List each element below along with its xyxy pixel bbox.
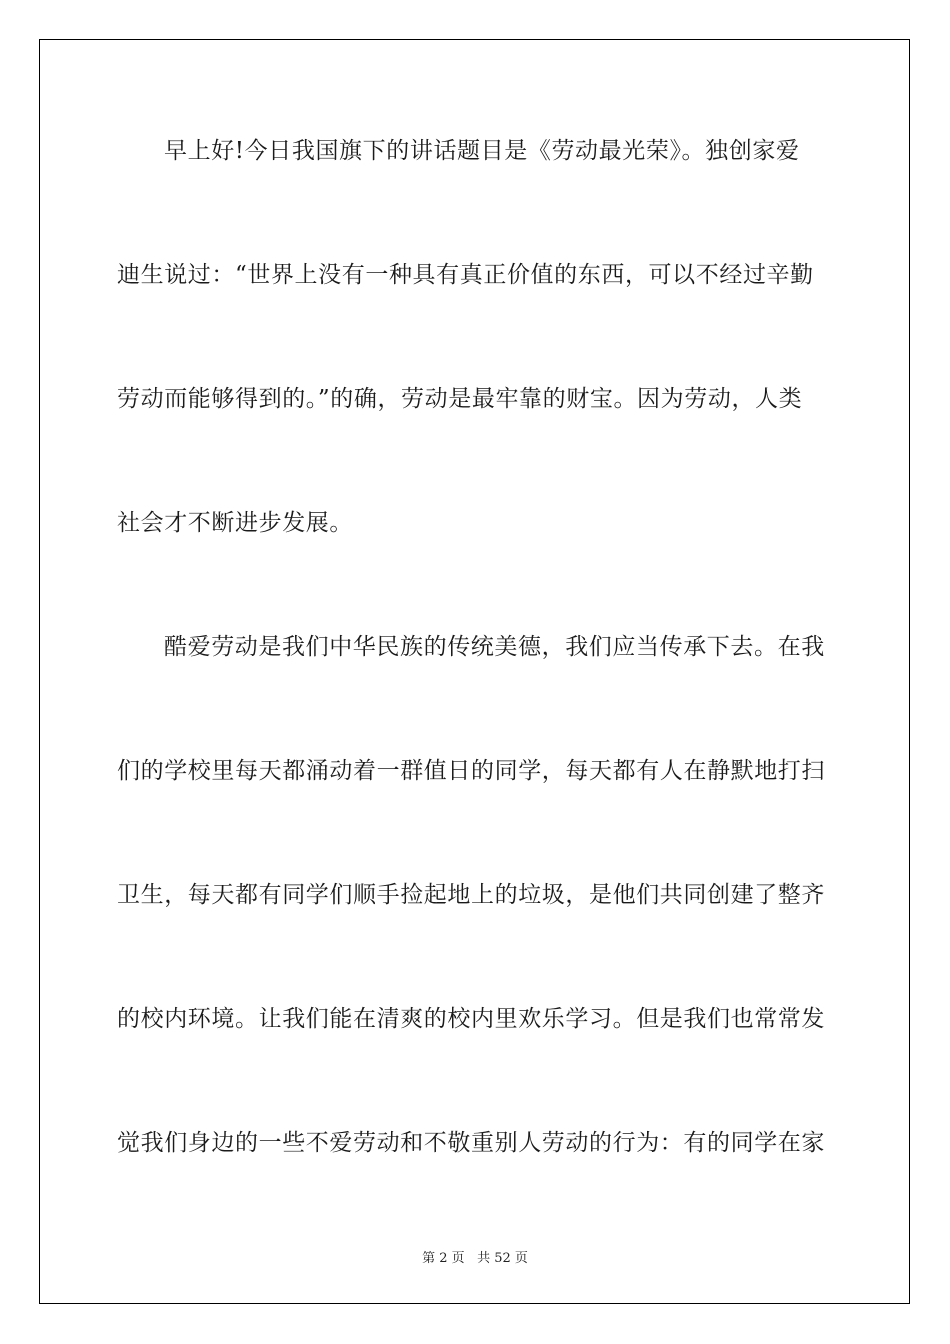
text-line: 觉我们身边的一些不爱劳动和不敬重别人劳动的行为：有的同学在家 <box>117 1130 825 1156</box>
page-total: 共 52 页 <box>477 1251 528 1266</box>
text-line: 们的学校里每天都涌动着一群值日的同学，每天都有人在静默地打扫 <box>117 758 825 784</box>
text-line: 迪生说过：“世界上没有一种具有真正价值的东西，可以不经过辛勤 <box>117 262 814 288</box>
text-line: 卫生，每天都有同学们顺手捡起地上的垃圾，是他们共同创建了整齐 <box>117 882 825 908</box>
text-line: 酷爱劳动是我们中华民族的传统美德，我们应当传承下去。在我 <box>164 634 825 660</box>
page-border <box>39 39 910 1304</box>
text-line: 劳动而能够得到的。”的确，劳动是最牢靠的财宝。因为劳动，人类 <box>117 386 803 412</box>
text-line: 的校内环境。让我们能在清爽的校内里欢乐学习。但是我们也常常发 <box>117 1006 825 1032</box>
text-line: 早上好!今日我国旗下的讲话题目是《劳动最光荣》。独创家爱 <box>164 138 800 164</box>
page-number: 第 2 页 <box>422 1251 465 1266</box>
text-line: 社会才不断进步发展。 <box>117 510 353 536</box>
page-footer <box>0 1247 950 1266</box>
